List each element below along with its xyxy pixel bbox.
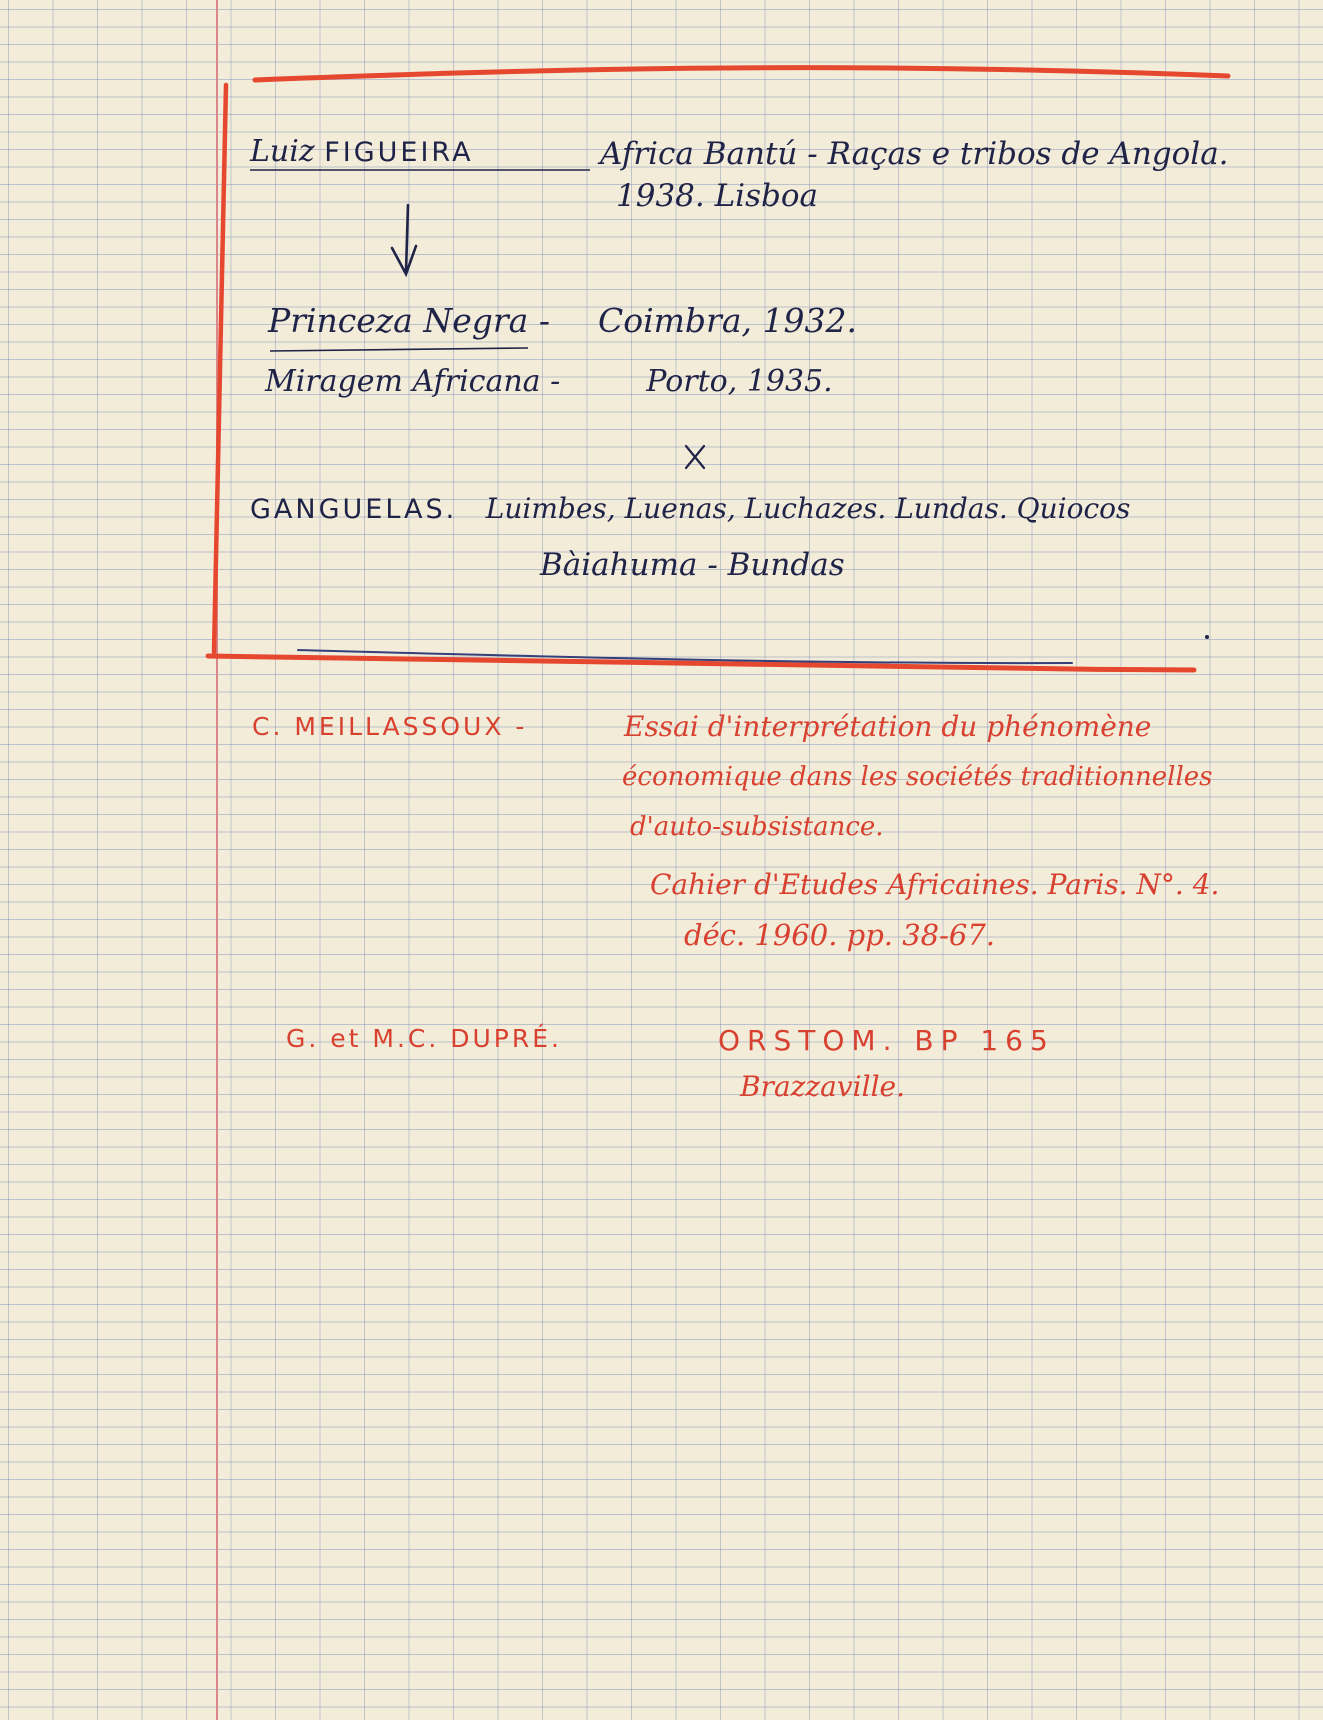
entry3-org: ORSTOM. BP 165 xyxy=(718,1024,1055,1057)
work-row xyxy=(265,364,833,399)
down-arrow-icon xyxy=(392,205,416,274)
dot-mark xyxy=(1205,635,1209,639)
title-underline xyxy=(270,348,528,351)
work-title: Miragem Africana - xyxy=(265,364,561,399)
frame-top-stroke xyxy=(255,68,1228,80)
entry2-line3: d'auto-subsistance. xyxy=(630,812,884,842)
frame-left-stroke xyxy=(214,85,226,652)
entry1-title: Africa Bantú - Raças e tribos de Angola. xyxy=(600,136,1229,172)
entry1-author-given: Luiz xyxy=(250,134,315,169)
entry2-line2: économique dans les sociétés traditionnelles xyxy=(622,762,1213,792)
peoples-line1: Luimbes, Luenas, Luchazes. Lundas. Quiocos xyxy=(485,492,1131,525)
peoples-row xyxy=(250,492,1130,525)
cross-mark-icon xyxy=(686,446,704,468)
entry2-line1: Essai d'interprétation du phénomène xyxy=(624,710,1152,743)
work-place-year: Porto, 1935. xyxy=(646,364,833,399)
peoples-label: GANGUELAS. xyxy=(250,494,458,525)
work-title: Princeza Negra - xyxy=(268,301,550,340)
entry1-author xyxy=(250,134,474,169)
entry2-author: C. MEILLASSOUX - xyxy=(252,712,528,741)
work-place-year: Coimbra, 1932. xyxy=(597,301,857,340)
entry2-line4: Cahier d'Etudes Africaines. Paris. N°. 4. xyxy=(650,868,1220,901)
work-row xyxy=(268,301,857,340)
entry1-year-place: 1938. Lisboa xyxy=(616,178,818,214)
entry3-names: G. et M.C. DUPRÉ. xyxy=(286,1024,562,1053)
entry3-city: Brazzaville. xyxy=(740,1070,906,1103)
peoples-line2: Bàiahuma - Bundas xyxy=(540,547,845,583)
entry2-line5: déc. 1960. pp. 38-67. xyxy=(684,918,996,952)
entry1-author-surname: FIGUEIRA xyxy=(324,137,474,168)
